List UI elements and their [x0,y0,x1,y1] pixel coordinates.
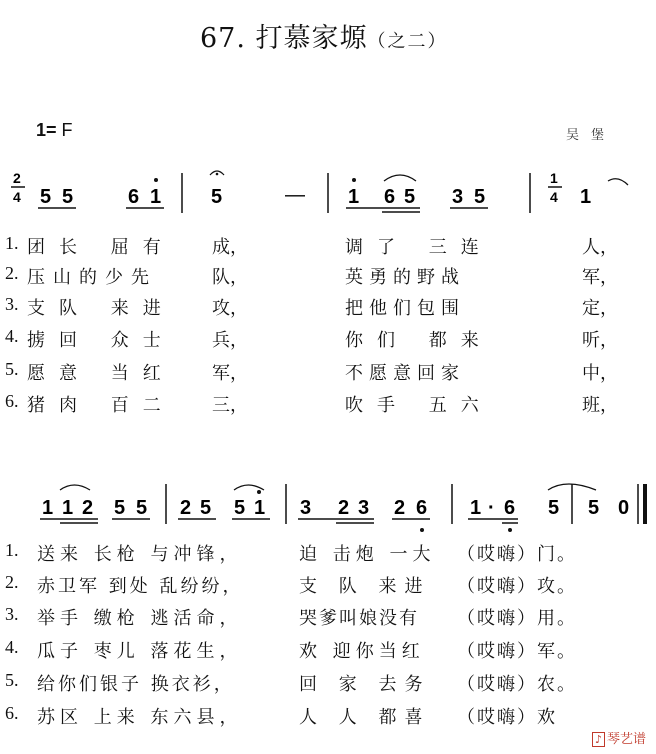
lyric-text: 军， [212,363,248,384]
lyric-text: 不愿意回家 [345,363,465,384]
note: 2 [82,497,94,519]
lyric-text: 兵， [212,330,248,351]
lyric-text: 支队 来进 [27,298,175,319]
note: 6 [416,497,428,519]
note: 6 [128,186,140,208]
lyric-text: 回 家 去务 [299,674,431,695]
slur [60,485,90,490]
song-title [200,16,448,55]
lyric-text: 人， [582,237,618,258]
verse-number: 2. [5,572,19,592]
lyric-text: 定， [582,298,618,319]
lyric-line [5,233,618,258]
lyric-text: 把他们包围 [345,298,465,319]
note: 5 [404,186,416,208]
tie-start [608,179,628,185]
note: 1 [62,497,74,519]
lyric-text: （哎嗨）攻。 [457,576,577,597]
lyric-text: 瓜子 枣儿 落花生， [37,641,243,662]
verse-number: 5. [5,670,19,690]
lyric-line [5,540,577,565]
lyric-line [5,604,577,629]
note: 5 [211,186,223,208]
lyric-text: （哎嗨）欢 [457,707,557,728]
key-signature [36,120,73,141]
lyric-text: （哎嗨）用。 [457,608,577,629]
lyric-text: 迫 击炮 一大 [299,544,436,565]
note: 5 [62,186,74,208]
time-sig-bottom-1: 4 [13,189,21,205]
lyric-text: 压山的少先 [27,267,157,288]
lyric-text: 队， [212,267,248,288]
verse-number: 1. [5,233,19,253]
watermark-text: 琴艺谱 [607,732,647,747]
rest: 0 [618,497,630,519]
note: 1 [42,497,54,519]
note: 5 [474,186,486,208]
song-title-text: 67. 打慕家塬 [200,23,368,54]
lyric-text: 掳回 众士 [27,330,175,351]
lyric-text: 你们 都来 [345,330,493,351]
lyric-line [5,637,577,662]
verse-number: 3. [5,604,19,624]
verse-number: 4. [5,637,19,657]
note: 5 [200,497,212,519]
lyric-text: 三， [212,395,248,416]
verse-number: 1. [5,540,19,560]
time-sig-top-2: 1 [550,170,558,186]
lyric-text: （哎嗨）门。 [457,544,577,565]
staff-line-1 [0,165,656,225]
lyric-text: 吹手 五六 [345,395,493,416]
lyric-text: 调了 三连 [345,237,493,258]
lyric-text: 班， [582,395,618,416]
high-dot [352,178,356,182]
lyric-line [5,326,618,351]
lyric-line [5,294,618,319]
low-dot [508,528,512,532]
lyric-text: 听， [582,330,618,351]
note: 2 [338,497,350,519]
time-sig-bottom-2: 4 [550,189,558,205]
lyric-text: 团长 屈有 [27,237,175,258]
note-extension: — [285,184,305,206]
lyric-text: 赤卫军 到处 乱纷纷， [37,576,244,597]
lyric-line [5,359,618,384]
lyric-line [5,572,577,597]
fermata-dot [216,173,219,176]
time-sig-top-1: 2 [13,170,21,186]
lyric-text: 成， [212,237,248,258]
high-dot [257,490,261,494]
dot: · [488,497,495,519]
lyric-text: 军， [582,267,618,288]
verse-number: 6. [5,391,19,411]
lyric-line [5,703,557,728]
staff-line-2 [0,478,656,538]
site-watermark [592,728,646,747]
slur [384,175,416,181]
note: 5 [136,497,148,519]
lyric-text: 支 队 来进 [299,576,431,597]
note: 1 [470,497,482,519]
lyric-text: 人 人 都喜 [299,707,431,728]
note: 5 [114,497,126,519]
lyric-text: 给你们银子 换衣衫， [37,674,235,695]
low-dot [420,528,424,532]
slur [234,485,264,490]
composer-credit: 吴堡 [566,128,617,143]
note: 5 [588,497,600,519]
note: 3 [300,497,312,519]
note: 1 [348,186,360,208]
verse-number: 3. [5,294,19,314]
high-dot [154,178,158,182]
lyric-line [5,391,618,416]
lyric-text: 欢 迎你当红 [299,641,425,662]
verse-number: 4. [5,326,19,346]
note: 5 [548,497,560,519]
lyric-text: （哎嗨）军。 [457,641,577,662]
verse-number: 6. [5,703,19,723]
watermark-logo-icon: ♪ [592,732,605,747]
verse-number: 5. [5,359,19,379]
note: 5 [234,497,246,519]
note: 3 [452,186,464,208]
lyric-text: 苏区 上来 东六县， [37,707,243,728]
lyric-text: 中， [582,363,618,384]
lyric-text: （哎嗨）农。 [457,674,577,695]
lyric-line [5,670,577,695]
verse-number: 2. [5,263,19,283]
note: 3 [358,497,370,519]
lyric-line [5,263,618,288]
lyric-text: 英勇的野战 [345,267,465,288]
note: 1 [254,497,266,519]
song-subtitle: （之二） [367,31,448,52]
note: 6 [384,186,396,208]
lyric-text: 愿意 当红 [27,363,175,384]
note: 1 [150,186,162,208]
key-note: F [61,120,73,140]
lyric-text: 举手 缴枪 逃活命， [37,608,243,629]
note: 2 [180,497,192,519]
lyric-text: 猪肉 百二 [27,395,175,416]
lyric-text: 送来 长枪 与冲锋， [37,544,243,565]
note: 2 [394,497,406,519]
lyric-text: 攻， [212,298,248,319]
note: 5 [40,186,52,208]
lyric-text: 哭爹叫娘没有 [299,608,419,629]
note: 1 [580,186,592,208]
note: 6 [504,497,516,519]
key-label: 1= [36,120,57,140]
